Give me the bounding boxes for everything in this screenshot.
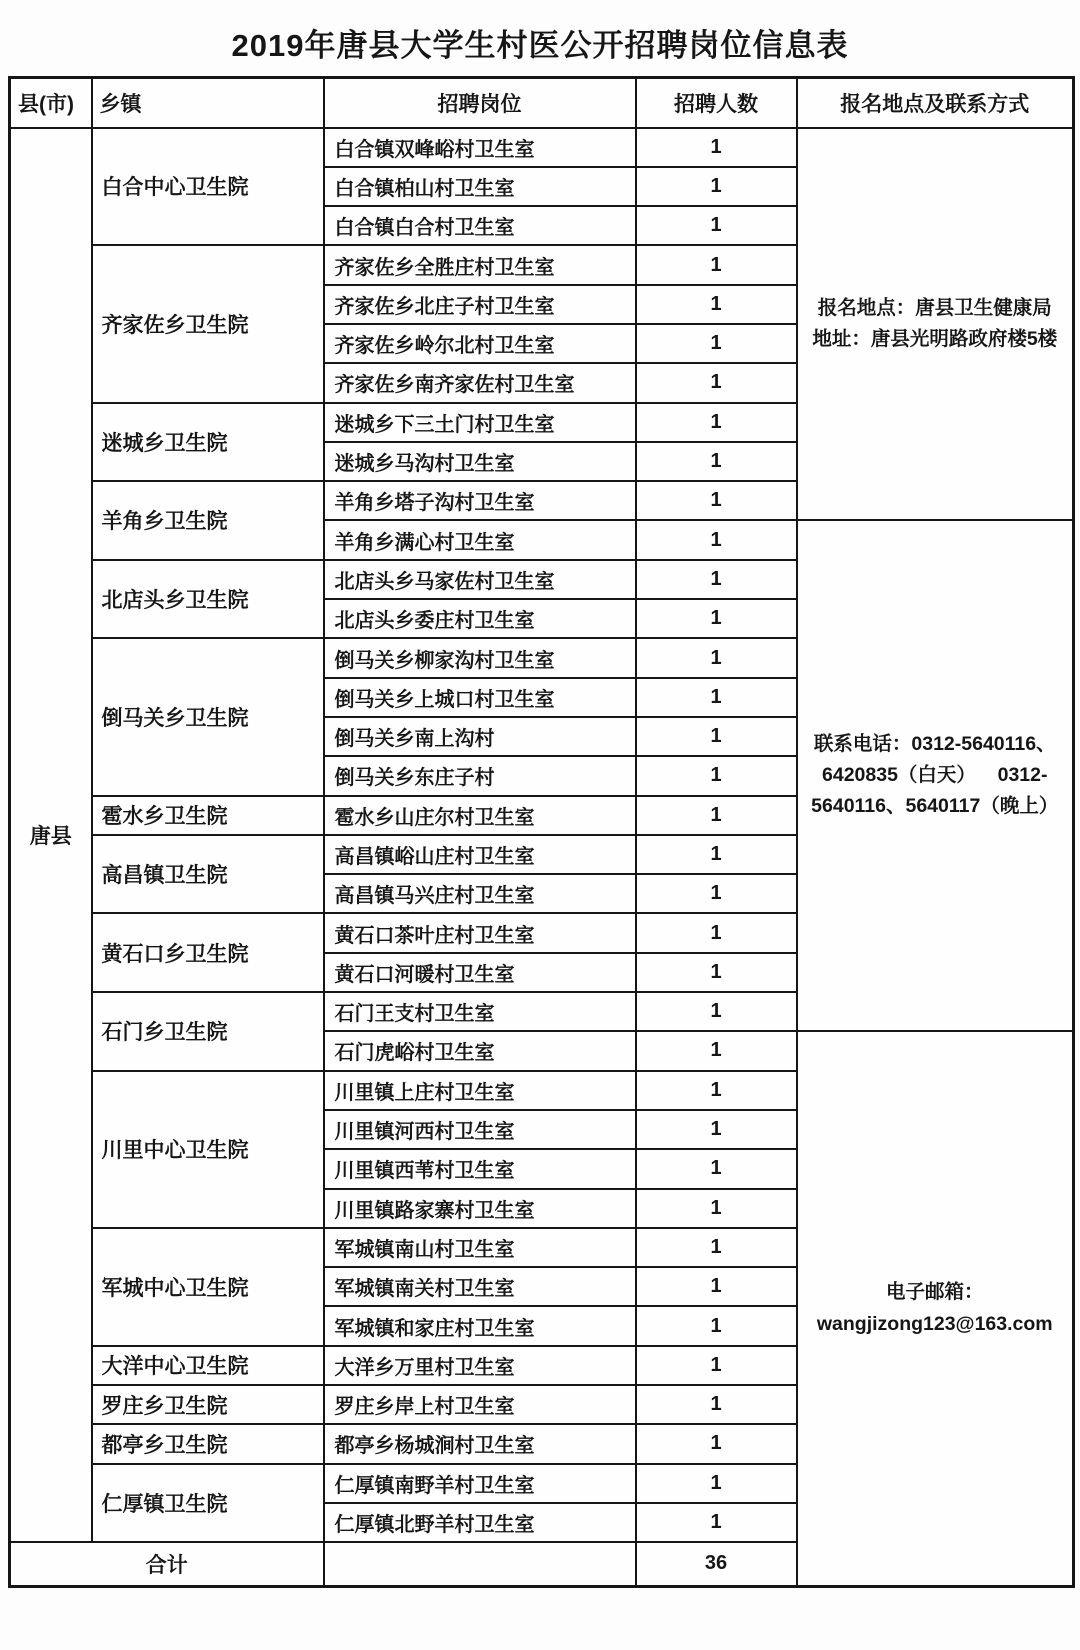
position-cell: 倒马关乡南上沟村	[324, 717, 636, 756]
count-cell: 1	[636, 1110, 797, 1149]
township-cell: 仁厚镇卫生院	[92, 1464, 324, 1543]
count-cell: 1	[636, 1228, 797, 1267]
township-cell: 军城中心卫生院	[92, 1228, 324, 1346]
contact-line: wangjizong123@163.com	[816, 1312, 1053, 1335]
count-cell: 1	[636, 756, 797, 795]
position-cell: 都亭乡杨城涧村卫生室	[324, 1424, 636, 1463]
township-cell: 羊角乡卫生院	[92, 481, 324, 560]
township-cell: 川里中心卫生院	[92, 1071, 324, 1228]
position-cell: 北店头乡马家佐村卫生室	[324, 560, 636, 599]
count-cell: 1	[636, 796, 797, 835]
count-cell: 1	[636, 206, 797, 245]
count-cell: 1	[636, 835, 797, 874]
count-cell: 1	[636, 481, 797, 520]
count-cell: 1	[636, 1464, 797, 1503]
position-cell: 齐家佐乡南齐家佐村卫生室	[324, 363, 636, 402]
position-cell: 军城镇和家庄村卫生室	[324, 1306, 636, 1345]
page-title: 2019年唐县大学生村医公开招聘岗位信息表	[231, 28, 849, 63]
position-cell: 齐家佐乡全胜庄村卫生室	[324, 245, 636, 284]
count-cell: 1	[636, 560, 797, 599]
position-cell: 川里镇路家寨村卫生室	[324, 1189, 636, 1228]
count-cell: 1	[636, 599, 797, 638]
count-cell: 1	[636, 638, 797, 677]
county-cell: 唐县	[10, 128, 92, 1543]
township-cell: 迷城乡卫生院	[92, 403, 324, 482]
contact-line: 5640116、5640117（晚上）	[811, 795, 1059, 818]
position-cell: 雹水乡山庄尔村卫生室	[324, 796, 636, 835]
table-row	[10, 128, 1074, 167]
total-label-cell: 合计	[10, 1542, 324, 1586]
township-cell: 罗庄乡卫生院	[92, 1385, 324, 1424]
count-cell: 1	[636, 167, 797, 206]
count-cell: 1	[636, 1503, 797, 1542]
township-cell: 北店头乡卫生院	[92, 560, 324, 639]
position-cell: 黄石口茶叶庄村卫生室	[324, 913, 636, 952]
count-cell: 1	[636, 717, 797, 756]
count-cell: 1	[636, 1424, 797, 1463]
count-cell: 1	[636, 678, 797, 717]
township-cell: 大洋中心卫生院	[92, 1346, 324, 1385]
count-cell: 1	[636, 1189, 797, 1228]
count-cell: 1	[636, 128, 797, 167]
header-county: 县(市)	[10, 78, 92, 128]
township-cell: 齐家佐乡卫生院	[92, 245, 324, 402]
total-count-cell: 36	[636, 1542, 797, 1586]
total-empty-cell	[324, 1542, 636, 1586]
position-cell: 罗庄乡岸上村卫生室	[324, 1385, 636, 1424]
position-cell: 羊角乡满心村卫生室	[324, 520, 636, 559]
position-cell: 白合镇柏山村卫生室	[324, 167, 636, 206]
header-position: 招聘岗位	[324, 78, 636, 128]
count-cell: 1	[636, 874, 797, 913]
count-cell: 1	[636, 1149, 797, 1188]
contact-cell	[797, 1031, 1074, 1586]
position-cell: 迷城乡马沟村卫生室	[324, 442, 636, 481]
position-cell: 军城镇南关村卫生室	[324, 1267, 636, 1306]
contact-line: 地址：唐县光明路政府楼5楼	[812, 327, 1058, 350]
position-cell: 白合镇双峰峪村卫生室	[324, 128, 636, 167]
township-cell: 雹水乡卫生院	[92, 796, 324, 835]
township-cell: 白合中心卫生院	[92, 128, 324, 246]
contact-cell	[797, 128, 1074, 521]
position-cell: 迷城乡下三土门村卫生室	[324, 403, 636, 442]
count-cell: 1	[636, 1346, 797, 1385]
count-cell: 1	[636, 442, 797, 481]
township-cell: 都亭乡卫生院	[92, 1424, 324, 1463]
table-header-row	[10, 78, 1074, 128]
position-cell: 高昌镇峪山庄村卫生室	[324, 835, 636, 874]
township-cell: 黄石口乡卫生院	[92, 913, 324, 992]
position-cell: 倒马关乡上城口村卫生室	[324, 678, 636, 717]
position-cell: 黄石口河暖村卫生室	[324, 953, 636, 992]
position-cell: 倒马关乡东庄子村	[324, 756, 636, 795]
position-cell: 川里镇上庄村卫生室	[324, 1071, 636, 1110]
position-cell: 石门虎峪村卫生室	[324, 1031, 636, 1070]
position-cell: 羊角乡塔子沟村卫生室	[324, 481, 636, 520]
position-cell: 仁厚镇南野羊村卫生室	[324, 1464, 636, 1503]
position-cell: 高昌镇马兴庄村卫生室	[324, 874, 636, 913]
contact-cell	[797, 520, 1074, 1031]
header-township: 乡镇	[92, 78, 324, 128]
count-cell: 1	[636, 992, 797, 1031]
township-cell: 石门乡卫生院	[92, 992, 324, 1071]
position-cell: 川里镇河西村卫生室	[324, 1110, 636, 1149]
count-cell: 1	[636, 953, 797, 992]
position-cell: 齐家佐乡北庄子村卫生室	[324, 285, 636, 324]
count-cell: 1	[636, 1267, 797, 1306]
contact-line: 报名地点：唐县卫生健康局	[817, 296, 1052, 319]
count-cell: 1	[636, 1031, 797, 1070]
header-contact: 报名地点及联系方式	[797, 78, 1074, 128]
position-cell: 石门王支村卫生室	[324, 992, 636, 1031]
township-cell: 倒马关乡卫生院	[92, 638, 324, 795]
contact-line: 联系电话：0312-5640116、	[813, 733, 1056, 756]
township-cell: 高昌镇卫生院	[92, 835, 324, 914]
position-cell: 仁厚镇北野羊村卫生室	[324, 1503, 636, 1542]
contact-line: 电子邮箱：	[885, 1281, 984, 1304]
count-cell: 1	[636, 403, 797, 442]
position-cell: 白合镇白合村卫生室	[324, 206, 636, 245]
count-cell: 1	[636, 324, 797, 363]
count-cell: 1	[636, 363, 797, 402]
position-cell: 齐家佐乡岭尔北村卫生室	[324, 324, 636, 363]
count-cell: 1	[636, 913, 797, 952]
contact-line: 6420835（白天） 0312-	[822, 764, 1048, 787]
position-cell: 北店头乡委庄村卫生室	[324, 599, 636, 638]
count-cell: 1	[636, 1071, 797, 1110]
count-cell: 1	[636, 520, 797, 559]
count-cell: 1	[636, 245, 797, 284]
recruitment-table	[8, 76, 1075, 1588]
header-count: 招聘人数	[636, 78, 797, 128]
position-cell: 大洋乡万里村卫生室	[324, 1346, 636, 1385]
count-cell: 1	[636, 285, 797, 324]
count-cell: 1	[636, 1385, 797, 1424]
position-cell: 川里镇西苇村卫生室	[324, 1149, 636, 1188]
count-cell: 1	[636, 1306, 797, 1345]
position-cell: 倒马关乡柳家沟村卫生室	[324, 638, 636, 677]
position-cell: 军城镇南山村卫生室	[324, 1228, 636, 1267]
